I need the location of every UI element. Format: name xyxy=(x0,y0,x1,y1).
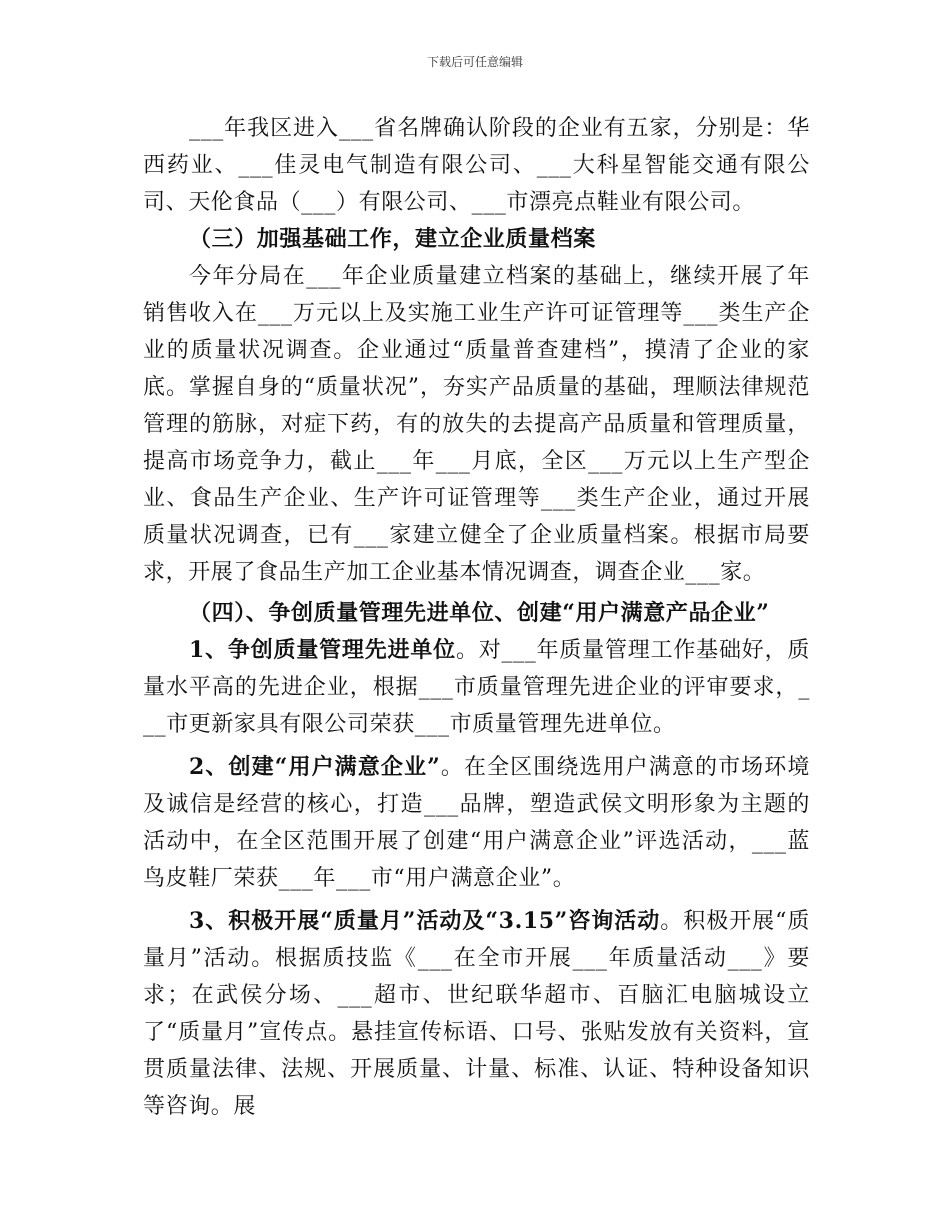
paragraph-brand-confirmation: ___年我区进入___省名牌确认阶段的企业有五家，分别是：华西药业、___佳灵电气制造有限公司、___大科星智能交通有限公司、天伦食品（___）有限公司、___市漂亮点鞋业有限公司。 xyxy=(143,116,810,215)
list-item-quality-month xyxy=(143,903,810,1125)
list-item-advanced-unit xyxy=(143,632,810,743)
document-body xyxy=(143,110,810,1125)
list-item-lead: 3、积极开展“质量月”活动及“3.15”咨询活动 xyxy=(189,908,661,934)
paragraph-quality-archive: 今年分局在___年企业质量建立档案的基础上，继续开展了年销售收入在___万元以上及实施工业生产许可证管理等___类生产企业的质量状况调查。企业通过“质量普查建档”，摸清了企业的家底。掌握自身的“质量状况”，夯实产品质量的基础，理顺法律规范管理的筋脉，对症下药，有的放失的去提高产品质量和管理质量，提高市场竞争力，截止___年___月底，全区___万元以上生产型企业、食品生产企业、生产许可证管理等___类生产企业，通过开展质量状况调查，已有___家建立健全了企业质量档案。根据市局要求，开展了食品生产加工企业基本情况调查，调查企业___家。 xyxy=(143,264,810,585)
list-item-lead: 1、争创质量管理先进单位 xyxy=(189,637,456,663)
list-item-body: 。积极开展“质量月”活动。根据质技监《___在全市开展___年质量活动___》要求；在武侯分场、___超市、世纪联华超市、百脑汇电脑城设立了“质量月”宣传点。悬挂宣传标语、口号、张贴发放有关资料，宣贯质量法律、法规、开展质量、计量、标准、认证、特种设备知识等咨询。展 xyxy=(143,909,810,1119)
section-heading-4: （四）、争创质量管理先进单位、创建“用户满意产品企业” xyxy=(189,600,770,626)
page-header: 下载后可任意编辑 xyxy=(426,55,523,69)
list-item-body: 。对___年质量管理工作基础好，质量水平高的先进企业，根据___市质量管理先进企业的评审要求，___市更新家具有限公司荣获___市质量管理先进单位。 xyxy=(143,638,810,737)
list-item-lead: 2、创建“用户满意企业” xyxy=(189,754,441,780)
section-heading-3: （三）加强基础工作，建立企业质量档案 xyxy=(189,226,596,252)
list-item-body: 。在全区围绕选用户满意的市场环境及诚信是经营的核心，打造___品牌，塑造武侯文明形象为主题的活动中，在全区范围开展了创建“用户满意企业”评选活动，___蓝鸟皮鞋厂荣获___年___市“用户满意企业”。 xyxy=(143,755,810,891)
list-item-satisfied-enterprise xyxy=(143,749,810,897)
